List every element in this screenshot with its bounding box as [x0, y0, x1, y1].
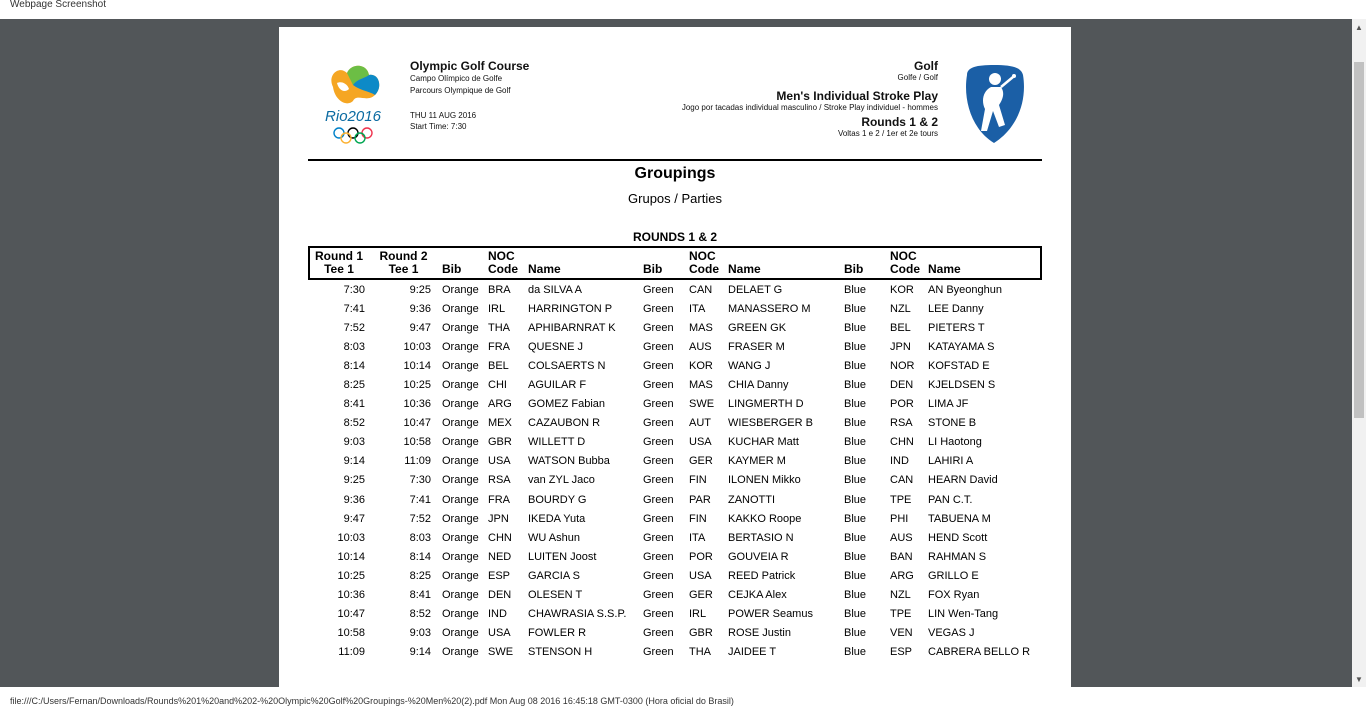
start-time: Start Time: 7:30 — [410, 122, 467, 131]
venue-name-fr: Parcours Olympique de Golf — [410, 86, 511, 95]
table-row: 10:58 9:03 Orange USA FOWLER R Green GBR ROSE Justin Blue VEN VEGAS J — [337, 627, 975, 640]
page-footer — [0, 687, 1366, 707]
vertical-scrollbar[interactable] — [1352, 19, 1366, 687]
table-row: 9:47 7:52 Orange JPN IKEDA Yuta Green FIN KAKKO Roope Blue PHI TABUENA M — [343, 512, 991, 525]
round-name-alt: Voltas 1 e 2 / 1er et 2e tours — [837, 129, 938, 138]
round-name: Rounds 1 & 2 — [861, 115, 938, 129]
col-name: Name — [928, 262, 961, 276]
col-bib: Bib — [442, 262, 462, 276]
rio2016-logo — [317, 57, 389, 151]
window-title: Webpage Screenshot — [10, 0, 106, 10]
table-row: 7:30 9:25 Orange BRA da SILVA A Green CAN DELAET G Blue KOR AN Byeonghun — [343, 283, 1002, 296]
table-row: 8:14 10:14 Orange BEL COLSAERTS N Green KOR WANG J Blue NOR KOFSTAD E — [343, 359, 990, 372]
event-name-alt: Jogo por tacadas individual masculino / Stroke Play individuel - hommes — [681, 103, 938, 112]
col-noc-code: NOC Code — [890, 249, 920, 276]
table-row: 10:25 8:25 Orange ESP GARCIA S Green USA REED Patrick Blue ARG GRILLO E — [337, 569, 979, 582]
document-title: Groupings — [634, 165, 716, 182]
footer-file-path: file:///C:/Users/Fernan/Downloads/Rounds%201%20and%202-%20Olympic%20Golf%20Groupings-%20Men%20(2).pdf Mon Aug 08 2016 16:45:18 GMT-0300 (Hora oficial do Brasil) — [10, 696, 734, 706]
table-row: 9:03 10:58 Orange GBR WILLETT D Green USA KUCHAR Matt Blue CHN LI Haotong — [343, 436, 982, 449]
document-subtitle: Grupos / Parties — [628, 191, 722, 206]
event-date: THU 11 AUG 2016 — [410, 111, 477, 120]
col-round1-tee: Round 1 Tee 1 — [315, 249, 363, 276]
table-row: 10:03 8:03 Orange CHN WU Ashun Green ITA BERTASIO N Blue AUS HEND Scott — [337, 531, 988, 544]
sport-name: Golf — [914, 59, 938, 73]
sport-name-alt: Golfe / Golf — [897, 73, 938, 82]
table-row: 11:09 9:14 Orange SWE STENSON H Green THA JAIDEE T Blue ESP CABRERA BELLO R — [338, 646, 1031, 659]
table-row: 9:25 7:30 Orange RSA van ZYL Jaco Green FIN ILONEN Mikko Blue CAN HEARN David — [343, 474, 998, 487]
col-bib: Bib — [844, 262, 864, 276]
table-row: 7:41 9:36 Orange IRL HARRINGTON P Green ITA MANASSERO M Blue NZL LEE Danny — [343, 302, 984, 315]
scroll-up-arrow-icon[interactable]: ▲ — [1355, 23, 1363, 32]
logo-text: Rio2016 — [325, 108, 381, 125]
scroll-down-arrow-icon[interactable]: ▼ — [1355, 675, 1363, 684]
table-row: 8:03 10:03 Orange FRA QUESNE J Green AUS FRASER M Blue JPN KATAYAMA S — [343, 340, 995, 353]
window-titlebar — [0, 0, 1366, 19]
pdf-viewer[interactable] — [0, 19, 1352, 687]
table-row: 8:52 10:47 Orange MEX CAZAUBON R Green AUT WIESBERGER B Blue RSA STONE B — [343, 417, 977, 430]
col-bib: Bib — [643, 262, 663, 276]
venue-name-pt: Campo Olímpico de Golfe — [410, 74, 503, 83]
event-name: Men's Individual Stroke Play — [776, 89, 938, 103]
table-row: 10:36 8:41 Orange DEN OLESEN T Green GER CEJKA Alex Blue NZL FOX Ryan — [337, 589, 980, 602]
table-row: 8:25 10:25 Orange CHI AGUILAR F Green MAS CHIA Danny Blue DEN KJELDSEN S — [343, 379, 996, 392]
golf-pictogram-icon — [961, 65, 1027, 143]
table-header-row — [309, 247, 1041, 279]
col-name: Name — [728, 262, 761, 276]
table-row: 9:14 11:09 Orange USA WATSON Bubba Green GER KAYMER M Blue IND LAHIRI A — [343, 455, 974, 468]
col-name: Name — [528, 262, 561, 276]
table-row: 8:41 10:36 Orange ARG GOMEZ Fabian Green SWE LINGMERTH D Blue POR LIMA JF — [343, 398, 969, 411]
venue-name: Olympic Golf Course — [410, 59, 530, 73]
table-row: 9:36 7:41 Orange FRA BOURDY G Green PAR ZANOTTI Blue TPE PAN C.T. — [343, 493, 973, 506]
col-round2-tee: Round 2 Tee 1 — [379, 249, 428, 276]
col-noc-code: NOC Code — [689, 249, 719, 276]
header-divider — [308, 159, 1042, 161]
groupings-table — [308, 246, 1042, 662]
table-row: 10:47 8:52 Orange IND CHAWRASIA S.S.P. Green IRL POWER Seamus Blue TPE LIN Wen-Tang — [337, 608, 999, 621]
venue-block — [410, 59, 529, 131]
pdf-page — [279, 27, 1071, 687]
event-block — [682, 59, 938, 138]
rounds-label: ROUNDS 1 & 2 — [632, 230, 718, 244]
scroll-thumb[interactable] — [1354, 62, 1364, 418]
col-noc-code: NOC Code — [488, 249, 518, 276]
table-row: 10:14 8:14 Orange NED LUITEN Joost Green POR GOUVEIA R Blue BAN RAHMAN S — [337, 550, 987, 563]
table-row: 7:52 9:47 Orange THA APHIBARNRAT K Green MAS GREEN GK Blue BEL PIETERS T — [343, 321, 985, 334]
